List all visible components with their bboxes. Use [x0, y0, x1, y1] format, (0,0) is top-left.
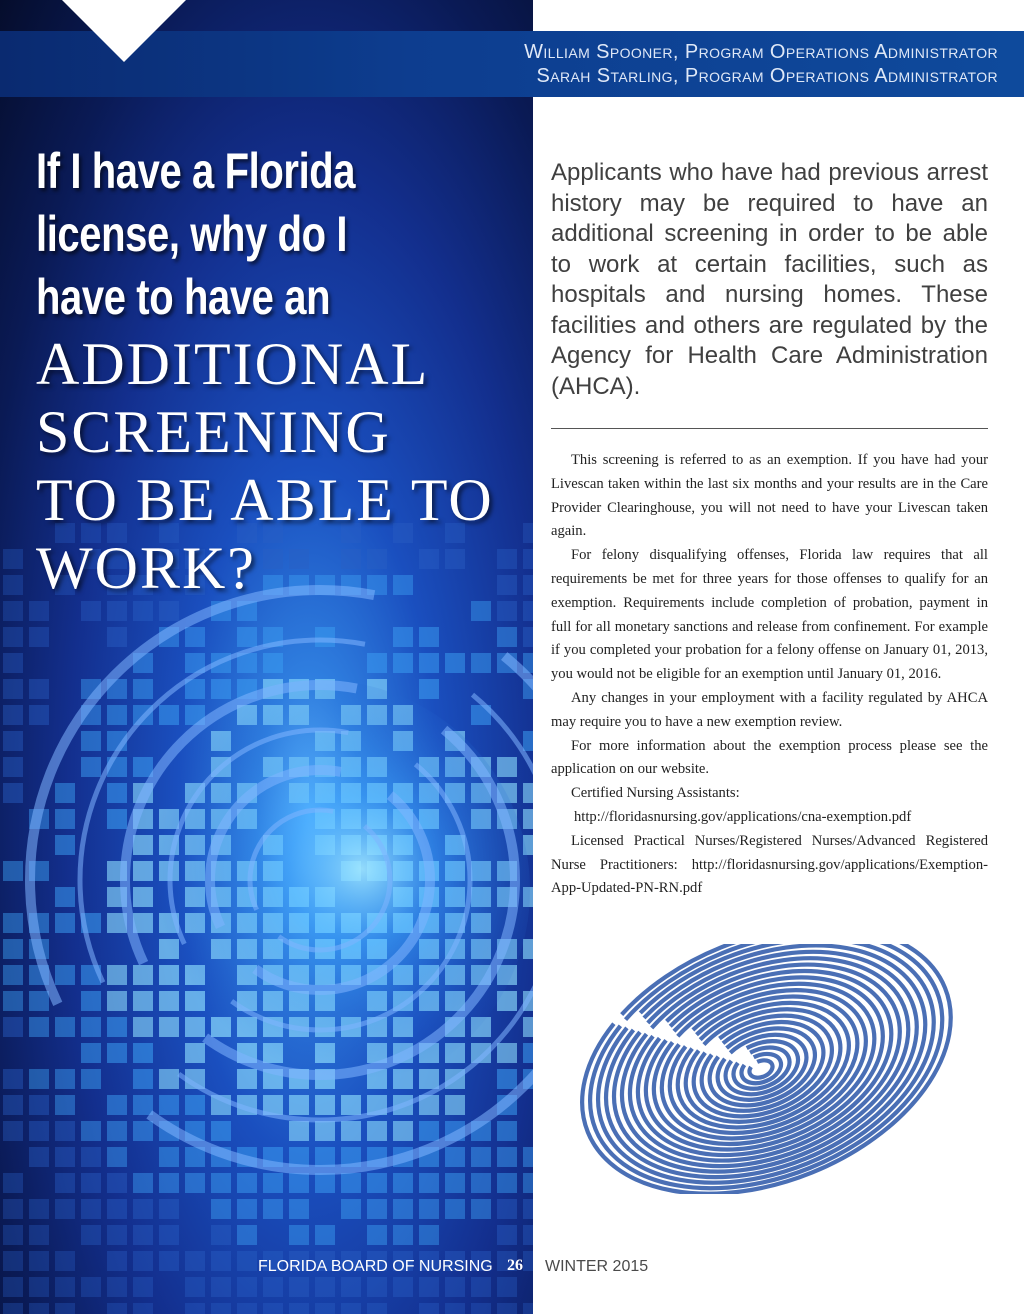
body-paragraph: For felony disqualifying offenses, Florida law requires that all requirements be met for three years for those offenses to qualify for an exemption. Requirements include completion of probation, payment in full for all monetary sanctions and release from confinement. For example if you completed your probation for a felony offense on January 01, 2013, you would not be eligible for an exemption until January 01, 2016. [551, 547, 988, 683]
headline-line: WORK? [36, 535, 256, 601]
footer-publication: FLORIDA BOARD OF NURSING [258, 1258, 493, 1275]
headline-line: If I have a Florida [36, 143, 356, 199]
article-headline [36, 140, 516, 601]
footer-page-number: 26 [507, 1257, 523, 1274]
article-body [551, 449, 988, 901]
headline-line: have to have an [36, 269, 331, 325]
intro-paragraph: Applicants who have had previous arrest history may be required to have an additional screening in order to be able to work at certain facilities, such as hospitals and nursing homes. These facilities and others are regulated by the Agency for Health Care Administration (AHCA). [551, 159, 988, 400]
body-paragraph: This screening is referred to as an exemption. If you have had your Livescan taken within the last six months and your results are in the Care Provider Clearinghouse, you will not need to have your Livescan taken again. [551, 452, 988, 540]
author-line: Sarah Starling, Program Operations Administrator [536, 65, 998, 87]
author-credits [524, 40, 998, 88]
body-paragraph: Any changes in your employment with a facility regulated by AHCA may require you to have a new exemption review. [551, 689, 988, 730]
body-paragraph: For more information about the exemption process please see the application on our website. [551, 737, 988, 778]
body-paragraph: Certified Nursing Assistants: [571, 785, 740, 802]
headline-line: ADDITIONAL [36, 331, 430, 397]
fingerprint-icon [566, 944, 956, 1194]
cna-exemption-link[interactable]: http://floridasnursing.gov/applications/cna-exemption.pdf [574, 808, 912, 825]
body-paragraph: Licensed Practical Nurses/Registered Nurses/Advanced Registered Nurse Practitioners: http://floridasnursing.gov/applications/Exemption-App-Updated-PN-RN.pdf [551, 832, 988, 897]
author-line: William Spooner, Program Operations Administrator [524, 41, 998, 63]
headline-line: TO BE ABLE TO [36, 467, 494, 533]
section-divider [551, 428, 988, 429]
headline-line: license, why do I [36, 206, 348, 262]
chevron-icon [62, 0, 186, 62]
footer-issue: WINTER 2015 [545, 1258, 649, 1275]
header-top-fill [533, 0, 1024, 31]
headline-line: SCREENING [36, 399, 391, 465]
